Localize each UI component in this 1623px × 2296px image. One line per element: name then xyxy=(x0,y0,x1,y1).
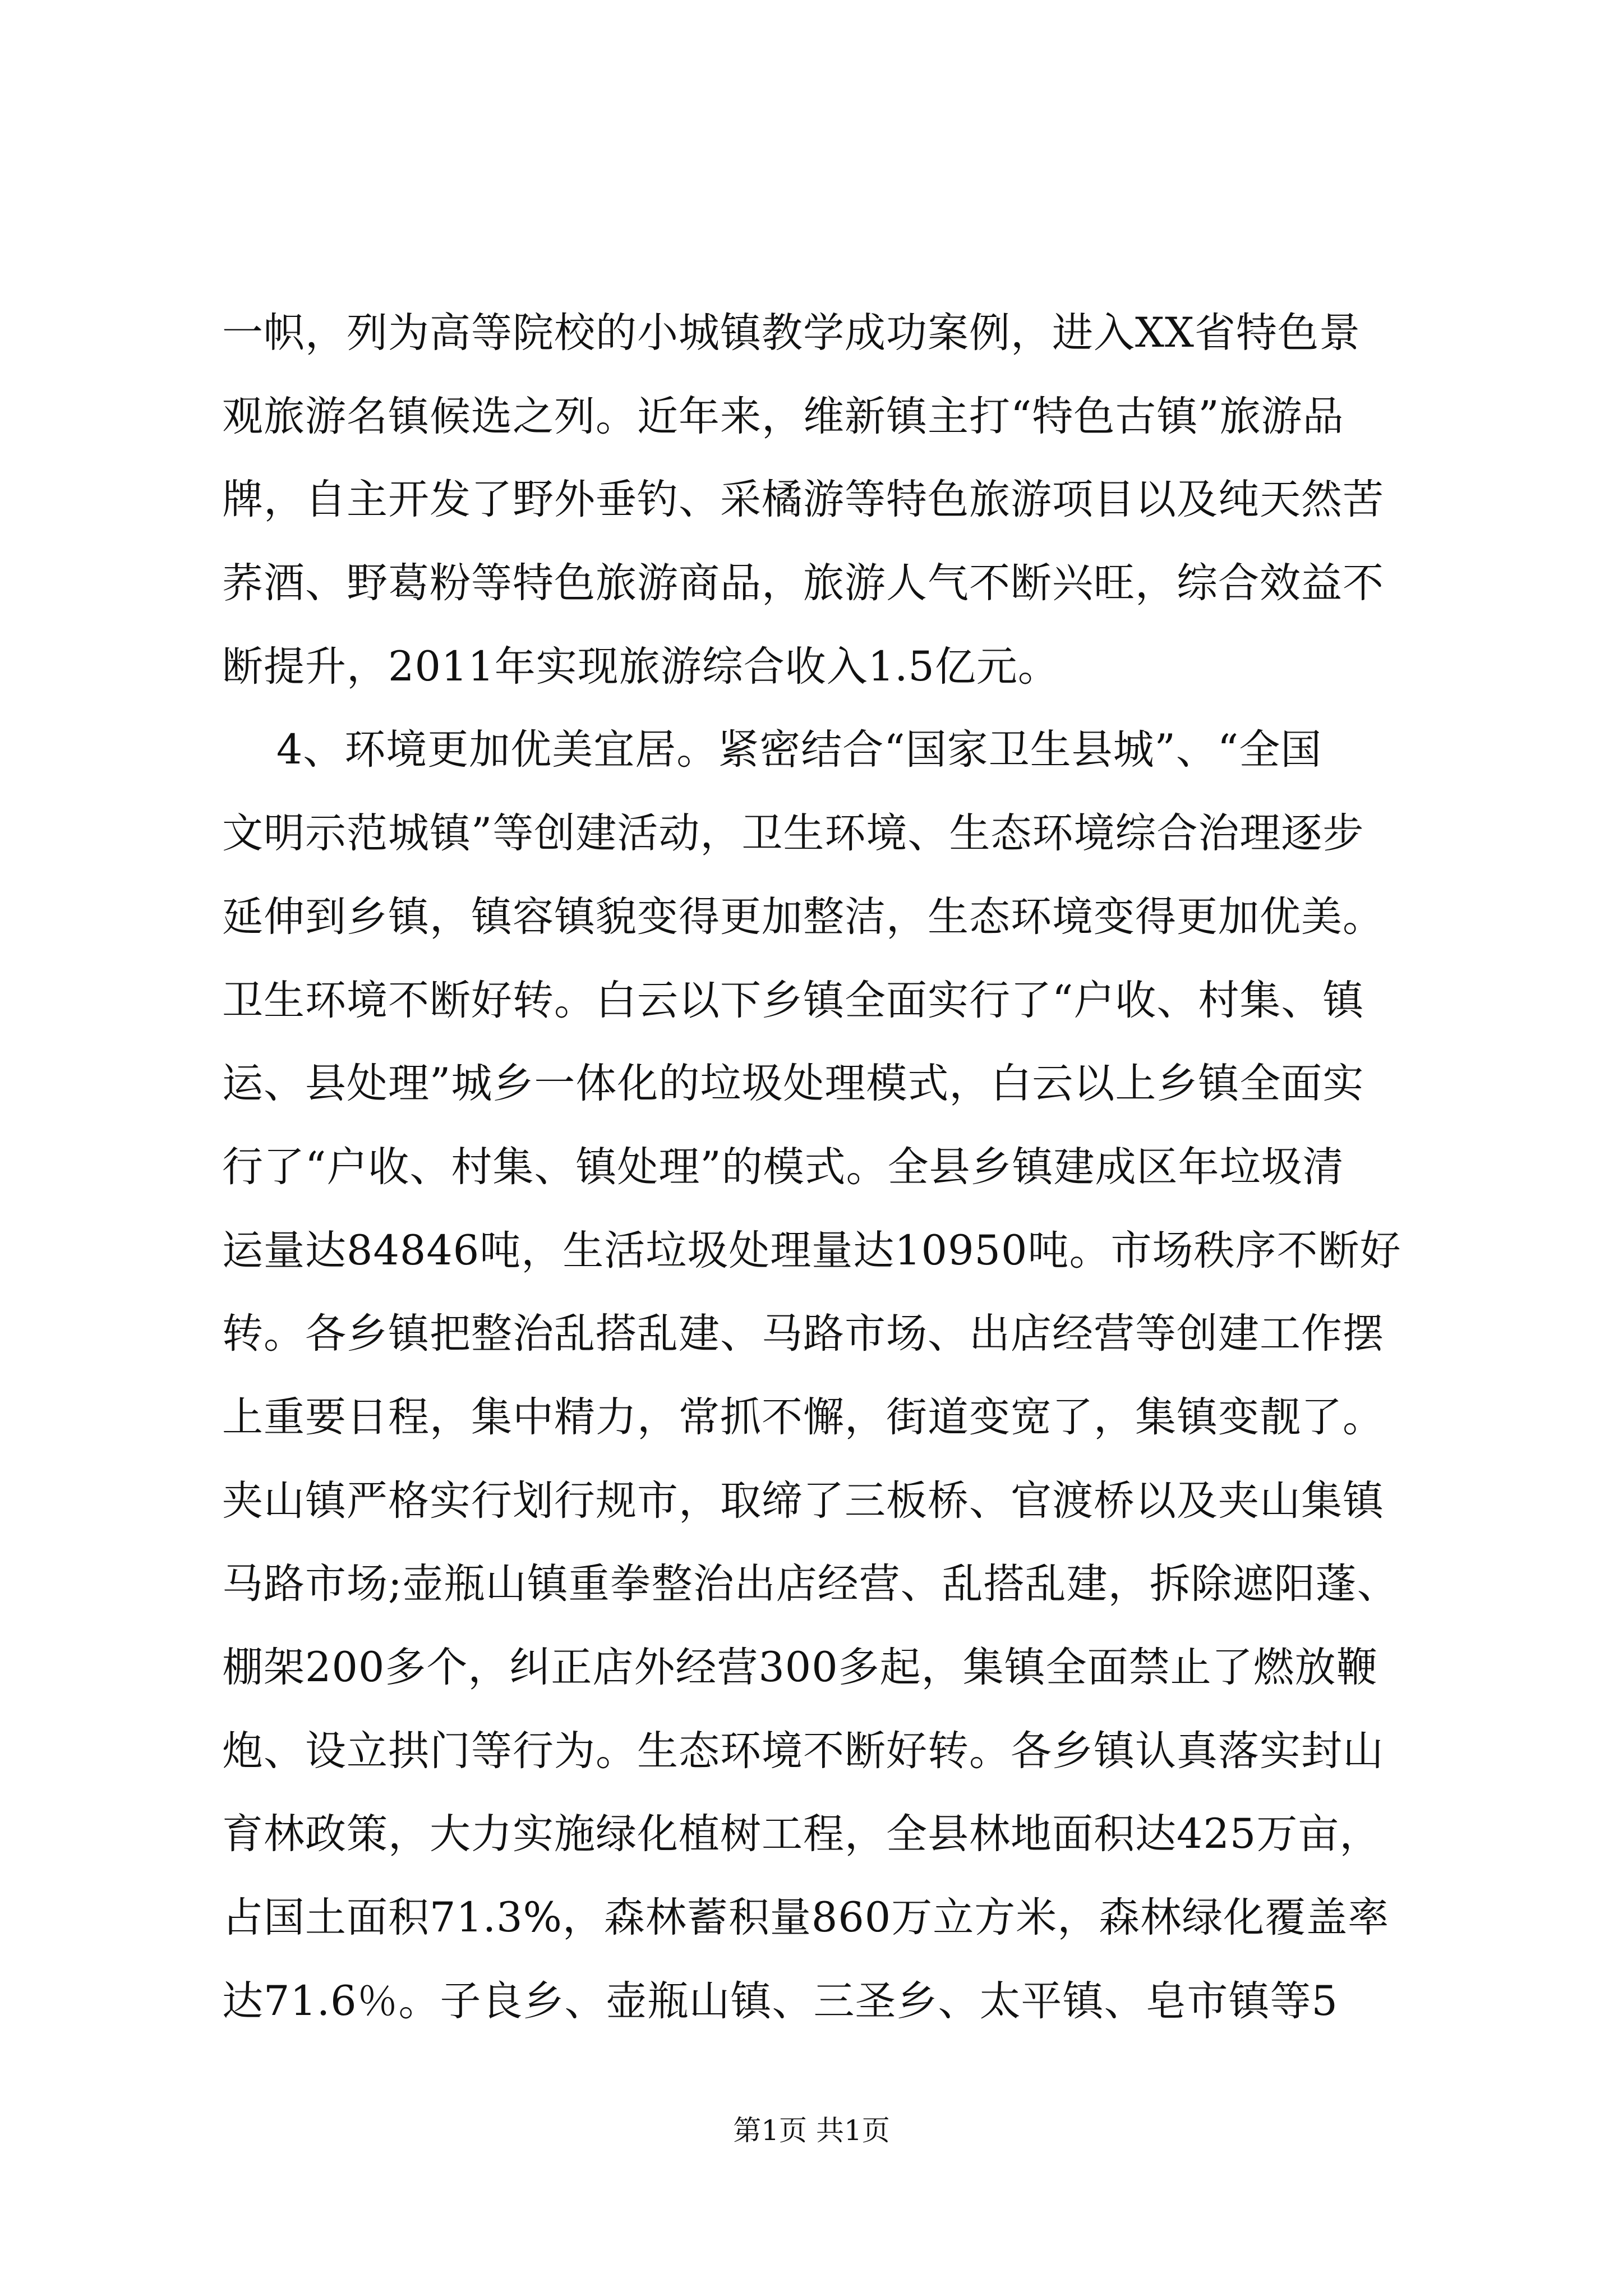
text-line: 行了“户收、村集、镇处理”的模式。全县乡镇建成区年垃圾清 xyxy=(222,1143,1344,1191)
text-line: 占国土面积71.3%，森林蓄积量860万立方米，森林绿化覆盖率 xyxy=(222,1894,1390,1942)
text-line: 转。各乡镇把整治乱搭乱建、马路市场、出店经营等创建工作摆 xyxy=(222,1310,1384,1358)
text-line: 牌，自主开发了野外垂钓、采橘游等特色旅游项目以及纯天然苦 xyxy=(222,476,1384,524)
text-line: 观旅游名镇候选之列。近年来，维新镇主打“特色古镇”旅游品 xyxy=(222,392,1344,440)
text-line: 达71.6％。子良乡、壶瓶山镇、三圣乡、太平镇、皂市镇等5 xyxy=(222,1977,1338,2025)
text-line: 4、环境更加优美宜居。紧密结合“国家卫生县城”、“全国 xyxy=(222,726,1322,774)
text-line: 荞酒、野葛粉等特色旅游商品，旅游人气不断兴旺，综合效益不 xyxy=(222,559,1384,608)
page-number-footer: 第1页 共1页 xyxy=(733,2114,890,2147)
text-line: 上重要日程，集中精力，常抓不懈，街道变宽了，集镇变靓了。 xyxy=(222,1393,1384,1441)
text-line: 断提升，2011年实现旅游综合收入1.5亿元。 xyxy=(222,642,1059,691)
text-line: 夹山镇严格实行划行规市，取缔了三板桥、官渡桥以及夹山集镇 xyxy=(222,1476,1384,1525)
text-line: 文明示范城镇”等创建活动，卫生环境、生态环境综合治理逐步 xyxy=(222,809,1364,858)
text-line: 一帜，列为高等院校的小城镇教学成功案例，进入XX省特色景 xyxy=(222,309,1361,357)
text-line: 运、县处理”城乡一体化的垃圾处理模式，白云以上乡镇全面实 xyxy=(222,1060,1364,1108)
text-line: 运量达84846吨，生活垃圾处理量达10950吨。市场秩序不断好 xyxy=(222,1226,1401,1274)
text-line: 马路市场;壶瓶山镇重拳整治出店经营、乱搭乱建，拆除遮阳蓬、 xyxy=(222,1560,1399,1608)
body-text xyxy=(222,292,1428,2043)
text-line: 延伸到乡镇，镇容镇貌变得更加整洁，生态环境变得更加优美。 xyxy=(222,892,1384,941)
text-line: 炮、设立拱门等行为。生态环境不断好转。各乡镇认真落实封山 xyxy=(222,1727,1384,1775)
text-line: 卫生环境不断好转。白云以下乡镇全面实行了“户收、村集、镇 xyxy=(222,976,1364,1024)
text-line: 育林政策，大力实施绿化植树工程，全县林地面积达425万亩， xyxy=(222,1810,1381,1858)
text-line: 棚架200多个，纠正店外经营300多起，集镇全面禁止了燃放鞭 xyxy=(222,1644,1378,1691)
